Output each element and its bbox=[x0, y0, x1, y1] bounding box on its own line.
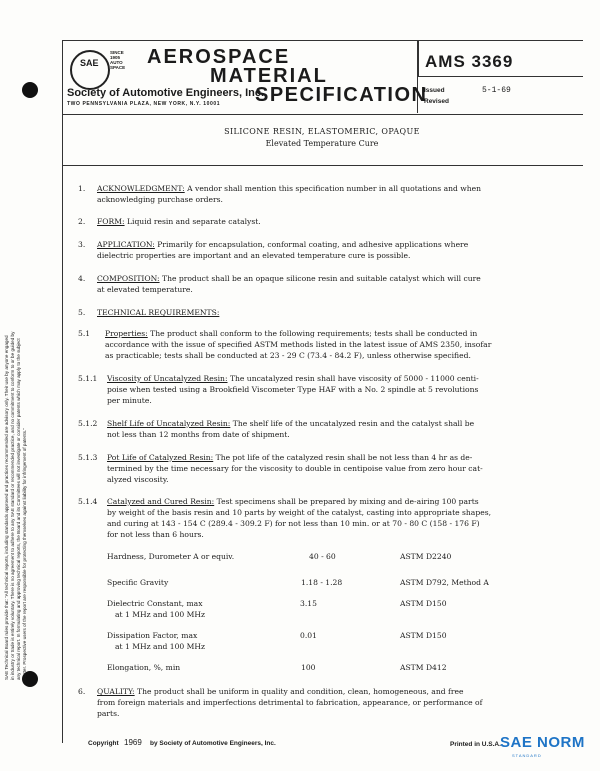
property-name-detail: at 1 MHz and 100 MHz bbox=[115, 642, 206, 651]
copyright-year: 1969 bbox=[124, 738, 142, 747]
property-value: 40 - 60 bbox=[309, 552, 336, 561]
section-3-number: 3. bbox=[78, 240, 86, 249]
section-1-heading: ACKNOWLEDGMENT: bbox=[97, 184, 185, 193]
section-5-1-3-line: alyzed viscosity. bbox=[107, 475, 169, 484]
document-title: SILICONE RESIN, ELASTOMERIC, OPAQUE bbox=[224, 127, 420, 136]
section-5-1-1 bbox=[107, 373, 575, 406]
property-name: Dissipation Factor, max bbox=[107, 631, 198, 640]
society-name: Society of Automotive Engineers, Inc. bbox=[67, 87, 265, 99]
side-note-line: SAE Technical Board rules provide that: "All technical reports, including standards approved and practices recommended are advisory only. Their use by anyone engaged bbox=[4, 335, 9, 680]
section-4 bbox=[97, 273, 567, 295]
society-address: TWO PENNSYLVANIA PLAZA, NEW YORK, N.Y. 10001 bbox=[67, 101, 221, 107]
sae-norm-watermark: SAE NORM bbox=[500, 734, 585, 751]
section-5-1-3-line: termined by the time necessary for the viscosity to double in centipoise value from zero hour cat- bbox=[107, 464, 483, 473]
punch-hole-top bbox=[22, 82, 38, 98]
section-3-text-2: dielectric properties are important and an elevated temperature cure is possible. bbox=[97, 251, 411, 260]
section-2-text: Liquid resin and separate catalyst. bbox=[126, 217, 261, 226]
section-5-1-3 bbox=[107, 452, 575, 485]
section-5-1-4 bbox=[107, 496, 575, 540]
section-6-line: The product shall be uniform in quality and condition, clean, homogeneous, and free bbox=[137, 687, 464, 696]
section-6-line: parts. bbox=[97, 709, 120, 718]
section-1-number: 1. bbox=[78, 184, 86, 193]
sae-norm-watermark-sub: STANDARD bbox=[512, 753, 542, 758]
spec-number: AMS 3369 bbox=[425, 52, 514, 71]
property-name: Dielectric Constant, max bbox=[107, 599, 203, 608]
document-subtitle: Elevated Temperature Cure bbox=[265, 139, 379, 148]
section-5-1-line: accordance with the issue of specified ASTM methods listed in the latest issue of AMS 2350, insofar bbox=[105, 340, 492, 349]
section-5-1-4-line: Test specimens shall be prepared by mixing and de-airing 100 parts bbox=[216, 497, 479, 506]
section-5-1-4-line: for not less than 6 hours. bbox=[107, 530, 204, 539]
side-note-line: any technical report. In formulating and approving technical reports, the Board and its Committees will not investigate or consider patents which may apply to the subject bbox=[16, 338, 21, 680]
section-2-heading: FORM: bbox=[97, 217, 125, 226]
property-method: ASTM D2240 bbox=[400, 552, 452, 561]
property-method: ASTM D412 bbox=[400, 663, 447, 672]
property-value: 1.18 - 1.28 bbox=[301, 578, 343, 587]
section-5-1-1-line: per minute. bbox=[107, 396, 152, 405]
header-title-aerospace: AEROSPACE bbox=[147, 46, 291, 68]
property-method: ASTM D792, Method A bbox=[400, 578, 489, 587]
section-5-1-4-line: and curing at 143 - 154 C (289.4 - 309.2 F) for not less than 10 min. or at 70 - 80 C (158 - 176 F) bbox=[107, 519, 480, 528]
section-4-text-2: at elevated temperature. bbox=[97, 285, 193, 294]
section-1 bbox=[97, 183, 567, 205]
section-3-text: Primarily for encapsulation, conformal coating, and adhesive applications where bbox=[157, 240, 469, 249]
section-4-number: 4. bbox=[78, 274, 86, 283]
section-5-number: 5. bbox=[78, 308, 86, 317]
section-5-1 bbox=[105, 328, 575, 361]
property-name: Elongation, %, min bbox=[107, 663, 181, 672]
property-value: 0.01 bbox=[300, 631, 317, 640]
section-5-1-4-number: 5.1.4 bbox=[78, 497, 98, 506]
section-5-1-2-number: 5.1.2 bbox=[78, 419, 98, 428]
section-5-1-4-heading: Catalyzed and Cured Resin: bbox=[107, 497, 215, 506]
section-4-text: The product shall be an opaque silicone resin and suitable catalyst which will cure bbox=[162, 274, 481, 283]
property-name: Hardness, Durometer A or equiv. bbox=[107, 552, 235, 561]
section-5-1-3-line: The pot life of the catalyzed resin shall be not less than 4 hr as de- bbox=[215, 453, 473, 462]
section-5-1-line: as practicable; tests shall be conducted at 23 - 29 C (73.4 - 84.2 F), unless otherwise specified. bbox=[105, 351, 471, 360]
property-method: ASTM D150 bbox=[400, 599, 447, 608]
sae-logo bbox=[70, 50, 110, 90]
section-5-1-1-line: poise when tested using a Brookfield Viscometer Type HAF with a No. 2 spindle at 5 revolutions bbox=[107, 385, 479, 394]
section-5-heading: TECHNICAL REQUIREMENTS: bbox=[97, 308, 220, 317]
section-6-heading: QUALITY: bbox=[97, 687, 135, 696]
issued-date: 5-1-69 bbox=[482, 86, 511, 95]
copyright-label: Copyright bbox=[88, 740, 119, 747]
section-5-1-1-line: The uncatalyzed resin shall have viscosity of 5000 - 11000 centi- bbox=[229, 374, 479, 383]
printed-in: Printed in U.S.A. bbox=[450, 741, 501, 748]
section-6-number: 6. bbox=[78, 687, 86, 696]
revised-label: Revised bbox=[424, 98, 449, 105]
section-5-1-3-heading: Pot Life of Catalyzed Resin: bbox=[107, 453, 214, 462]
header-title-material: MATERIAL bbox=[210, 65, 328, 87]
section-2-number: 2. bbox=[78, 217, 86, 226]
section-6 bbox=[97, 686, 572, 719]
header-title-specification: SPECIFICATION bbox=[255, 84, 428, 106]
sae-logo-text: SAE bbox=[80, 58, 99, 68]
section-3-heading: APPLICATION: bbox=[97, 240, 155, 249]
side-note-line: matter. Prospective users of the report are responsible for protecting themselves against liability for infringement of patents." bbox=[22, 428, 27, 680]
section-5-1-heading: Properties: bbox=[105, 329, 148, 338]
copyright-society: by Society of Automotive Engineers, Inc. bbox=[150, 740, 276, 747]
section-5-1-2-line: The shelf life of the uncatalyzed resin and the catalyst shall be bbox=[232, 419, 475, 428]
section-1-text: A vendor shall mention this specification number in all quotations and when bbox=[187, 184, 482, 193]
property-value: 3.15 bbox=[300, 599, 317, 608]
issued-label: Issued bbox=[424, 87, 445, 94]
section-5-1-1-number: 5.1.1 bbox=[78, 374, 98, 383]
side-note-line: in industry or trade is entirely voluntary. There is no agreement to adhere to any SAE standard or recommended practice, and no commitment to conform to or be guided by bbox=[10, 331, 15, 680]
section-5-1-2-heading: Shelf Life of Uncatalyzed Resin: bbox=[107, 419, 231, 428]
sae-logo-caption: SINCE 1905 AUTO SPACE bbox=[110, 50, 126, 70]
section-5-1-3-number: 5.1.3 bbox=[78, 453, 98, 462]
section-4-heading: COMPOSITION: bbox=[97, 274, 160, 283]
section-5-1-number: 5.1 bbox=[78, 329, 91, 338]
section-5-1-1-heading: Viscosity of Uncatalyzed Resin: bbox=[107, 374, 228, 383]
section-1-text-2: acknowledging purchase orders. bbox=[97, 195, 223, 204]
section-5-1-line: The product shall conform to the following requirements; tests shall be conducted in bbox=[150, 329, 478, 338]
section-6-line: from foreign materials and imperfections detrimental to fabrication, appearance, or performance of bbox=[97, 698, 483, 707]
section-5-1-2-line: not less than 12 months from date of shipment. bbox=[107, 430, 290, 439]
section-2 bbox=[97, 216, 567, 227]
section-5-1-4-line: by weight of the basis resin and 10 parts by weight of the catalyst, casting into appropriate shapes, bbox=[107, 508, 492, 517]
property-name: Specific Gravity bbox=[107, 578, 169, 587]
section-3 bbox=[97, 239, 567, 261]
property-method: ASTM D150 bbox=[400, 631, 447, 640]
property-value: 100 bbox=[301, 663, 316, 672]
left-margin-rule bbox=[62, 113, 63, 743]
property-name-detail: at 1 MHz and 100 MHz bbox=[115, 610, 206, 619]
section-5-1-2 bbox=[107, 418, 575, 440]
